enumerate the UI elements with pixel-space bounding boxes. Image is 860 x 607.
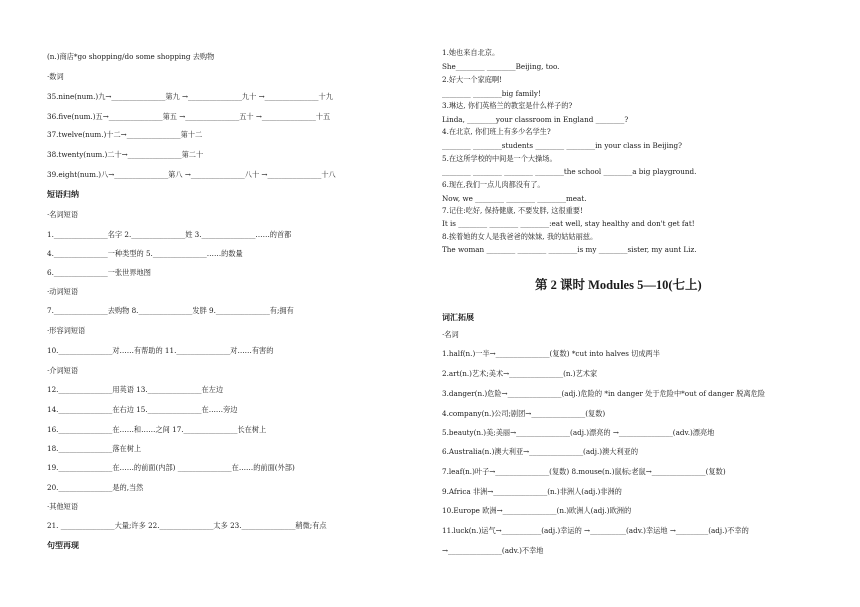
exercise-line: 14._______________在右边 15._______________在……旁边: [47, 405, 238, 414]
exercise-line: 11.luck(n.)运气→___________(adj.)幸运的 →__________(adv.)幸运地 →_________(adj.)不幸的: [442, 526, 749, 535]
exercise-line: 21. _______________大量;许多 22._______________太多 23._______________稍微;有点: [47, 521, 327, 530]
exercise-line: 10.Europe 欧洲→_______________(n.)欧洲人(adj.)欧洲的: [442, 506, 632, 515]
section-heading: 词汇拓展: [442, 313, 474, 322]
answer-line: ________ ________students ________ ________in your class in Beijing?: [442, 141, 682, 150]
section-label: ·介词短语: [47, 366, 79, 375]
section-label: ·形容词短语: [47, 326, 86, 335]
section-label: ·名词: [442, 330, 459, 339]
exercise-line: 5.beauty(n.)美;美丽→_______________(adj.)漂亮的 →_______________(adv.)漂亮地: [442, 428, 715, 437]
exercise-line: 7._______________去购物 8._______________发胖 9._______________有;拥有: [47, 306, 294, 315]
lesson-title: 第 2 课时 Modules 5—10(七上): [535, 278, 702, 292]
question-line: 7.记住:吃好, 保持健康, 不要发胖, 这很重要!: [442, 206, 583, 215]
exercise-line: 37.twelve(num.)十二→_______________第十二: [47, 130, 203, 139]
exercise-line: 39.eight(num.)八→_______________第八 →_______________八十 →_______________十八: [47, 170, 336, 179]
exercise-line: 12._______________用英语 13._______________在左边: [47, 385, 224, 394]
text-line: (n.)商店*go shopping/do some shopping 去购物: [47, 52, 215, 61]
exercise-line: 3.danger(n.)危险→_______________(adj.)危险的 *in danger 处于危险中*out of danger 脱离危险: [442, 389, 766, 398]
exercise-line: 35.nine(num.)九→_______________第九 →_______________九十 →_______________十九: [47, 92, 333, 101]
question-line: 2.好大一个家庭啊!: [442, 75, 503, 84]
question-line: 8.挨着她的女人是我爸爸的妹妹, 我的姑姑丽兹。: [442, 232, 598, 241]
section-label: ·动词短语: [47, 287, 79, 296]
exercise-line: 1._______________名字 2._______________姓 3._______________……的首都: [47, 230, 292, 239]
answer-line: Linda, ________your classroom in England ________?: [442, 115, 629, 124]
question-line: 6.现在,我们一点儿肉都没有了。: [442, 180, 545, 189]
exercise-line: 7.leaf(n.)叶子→_______________(复数) 8.mouse(n.)鼠标;老鼠→_______________(复数): [442, 467, 726, 476]
question-line: 5.在这所学校的中间是一个大操场。: [442, 154, 557, 163]
answer-line: ________ ________big family!: [442, 89, 541, 98]
exercise-line: 9.Africa 非洲→_______________(n.)非洲人(adj.)非洲的: [442, 487, 622, 496]
section-heading: 短语归纳: [47, 190, 79, 199]
answer-line: Now, we ________ ________ ________meat.: [442, 194, 587, 203]
answer-line: The woman ________ ________ ________is my ________sister, my aunt Liz.: [442, 245, 697, 254]
exercise-line: 38.twenty(num.)二十→_______________第二十: [47, 150, 204, 159]
exercise-line: 10._______________对……有帮助的 11._______________对……有害的: [47, 346, 274, 355]
section-label: ·名词短语: [47, 210, 79, 219]
exercise-line: 6._______________一张世界地图: [47, 268, 151, 277]
exercise-line: →_______________(adv.)不幸地: [442, 546, 544, 555]
question-line: 1.她也来自北京。: [442, 48, 500, 57]
section-label: ·其他短语: [47, 502, 79, 511]
exercise-line: 36.five(num.)五→_______________第五 →_______________五十 →_______________十五: [47, 112, 331, 121]
question-line: 3.琳达, 你们英格兰的教室是什么样子的?: [442, 101, 573, 110]
answer-line: It is ________ ________ ________:eat well, stay healthy and don't get fat!: [442, 219, 695, 228]
exercise-line: 4.company(n.)公司;剧团→_______________(复数): [442, 409, 606, 418]
exercise-line: 18._______________落在树上: [47, 444, 142, 453]
question-line: 4.在北京, 你们班上有多少名学生?: [442, 127, 551, 136]
exercise-line: 19._______________在……的前面(内部) _______________在……的前面(外部): [47, 463, 295, 472]
exercise-line: 2.art(n.)艺术;美术→_______________(n.)艺术家: [442, 369, 598, 378]
exercise-line: 20._______________是的,当然: [47, 483, 144, 492]
exercise-line: 16._______________在……和……之间 17._______________长在树上: [47, 425, 267, 434]
section-label: ·数词: [47, 72, 64, 81]
exercise-line: 1.half(n.)一半→_______________(复数) *cut into halves 切成两半: [442, 349, 660, 358]
answer-line: ________ ________ ________ ________the school ________a big playground.: [442, 167, 697, 176]
exercise-line: 6.Australia(n.)澳大利亚→_______________(adj.)澳大利亚的: [442, 447, 639, 456]
exercise-line: 4._______________一种类型的 5._______________……的数量: [47, 249, 243, 258]
section-heading: 句型再现: [47, 541, 79, 550]
answer-line: She________ ________Beijing, too.: [442, 62, 560, 71]
